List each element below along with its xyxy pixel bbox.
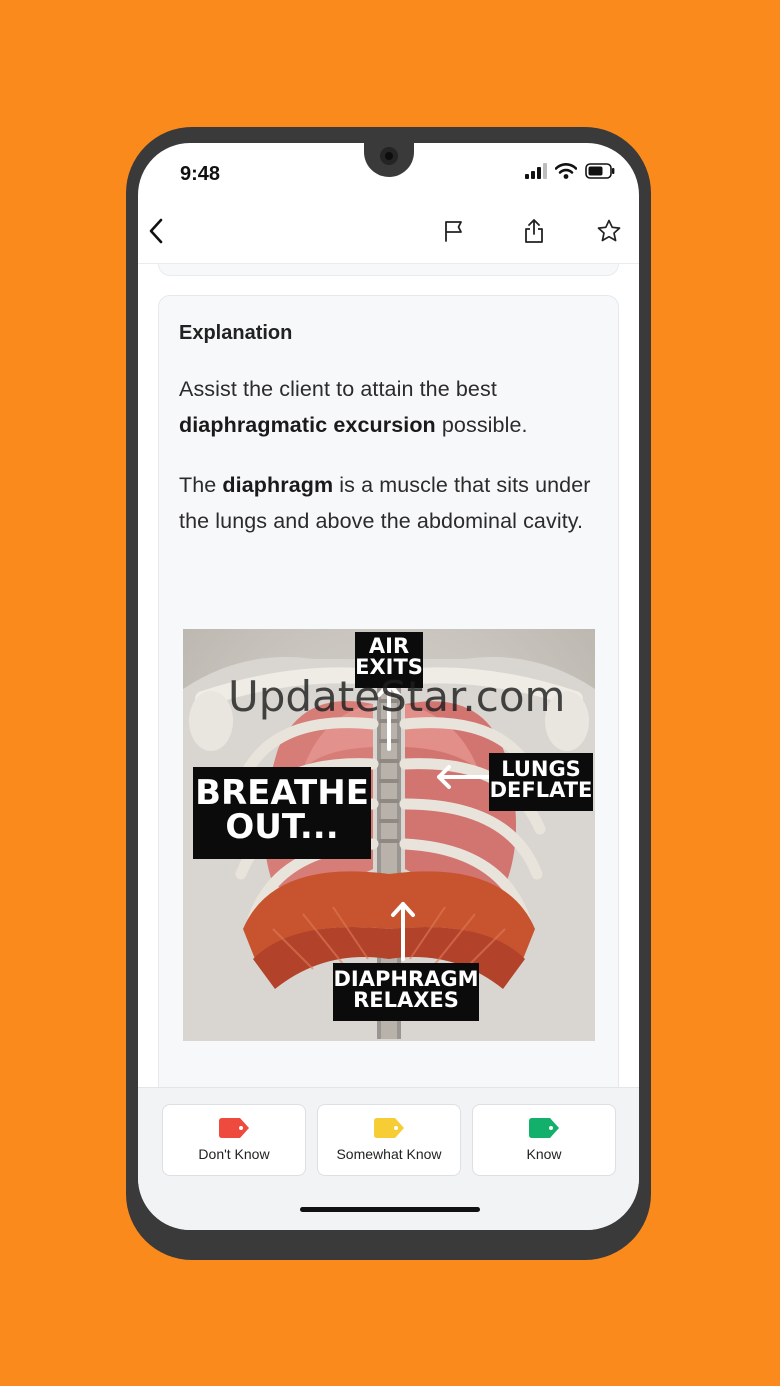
bookmark-star-button[interactable] — [593, 215, 625, 247]
dont-know-label: Don't Know — [198, 1146, 270, 1162]
dont-know-button[interactable] — [162, 1104, 306, 1176]
back-button[interactable] — [140, 215, 172, 247]
explanation-heading: Explanation — [179, 322, 293, 344]
label-lungs-deflate: LUNGS DEFLATE — [489, 753, 593, 811]
wifi-icon — [555, 163, 577, 179]
phone-frame — [126, 127, 651, 1260]
explanation-paragraph-2: The diaphragm is a muscle that sits under the lungs and above the abdominal cavity. — [179, 473, 591, 533]
rating-bar — [138, 1087, 639, 1230]
share-icon — [523, 218, 545, 244]
green-tag-icon — [529, 1118, 559, 1138]
chevron-left-icon — [148, 218, 164, 244]
label-breathe-out: BREATHE OUT... — [193, 767, 371, 859]
explanation-paragraph-1: Assist the client to attain the best diaphragmatic excursion possible. — [179, 377, 528, 437]
bold-term-diaphragmatic-excursion: diaphragmatic excursion — [179, 413, 436, 437]
know-label: Know — [526, 1146, 562, 1162]
diaphragm-illustration — [183, 629, 595, 1041]
previous-card-edge — [158, 264, 619, 276]
cellular-signal-icon — [525, 163, 547, 179]
front-camera-notch — [364, 143, 414, 177]
flag-button[interactable] — [438, 215, 470, 247]
know-button[interactable] — [472, 1104, 616, 1176]
status-icons — [525, 163, 615, 179]
explanation-card — [158, 295, 619, 1088]
phone-screen — [138, 143, 639, 1230]
watermark-text: UpdateStar.com — [228, 672, 566, 721]
home-indicator[interactable] — [300, 1207, 480, 1212]
top-nav-bar — [138, 203, 639, 264]
star-icon — [596, 218, 622, 244]
label-air-exits: AIR EXITS — [355, 632, 423, 688]
content-scroll-area[interactable] — [138, 264, 639, 1088]
battery-icon — [585, 163, 615, 179]
label-diaphragm-relaxes: DIAPHRAGM RELAXES — [333, 963, 479, 1021]
flag-icon — [443, 219, 465, 243]
somewhat-know-label: Somewhat Know — [336, 1146, 442, 1162]
share-button[interactable] — [518, 215, 550, 247]
status-time: 9:48 — [180, 163, 221, 185]
bold-term-diaphragm: diaphragm — [222, 473, 334, 497]
red-tag-icon — [219, 1118, 249, 1138]
somewhat-know-button[interactable] — [317, 1104, 461, 1176]
yellow-tag-icon — [374, 1118, 404, 1138]
